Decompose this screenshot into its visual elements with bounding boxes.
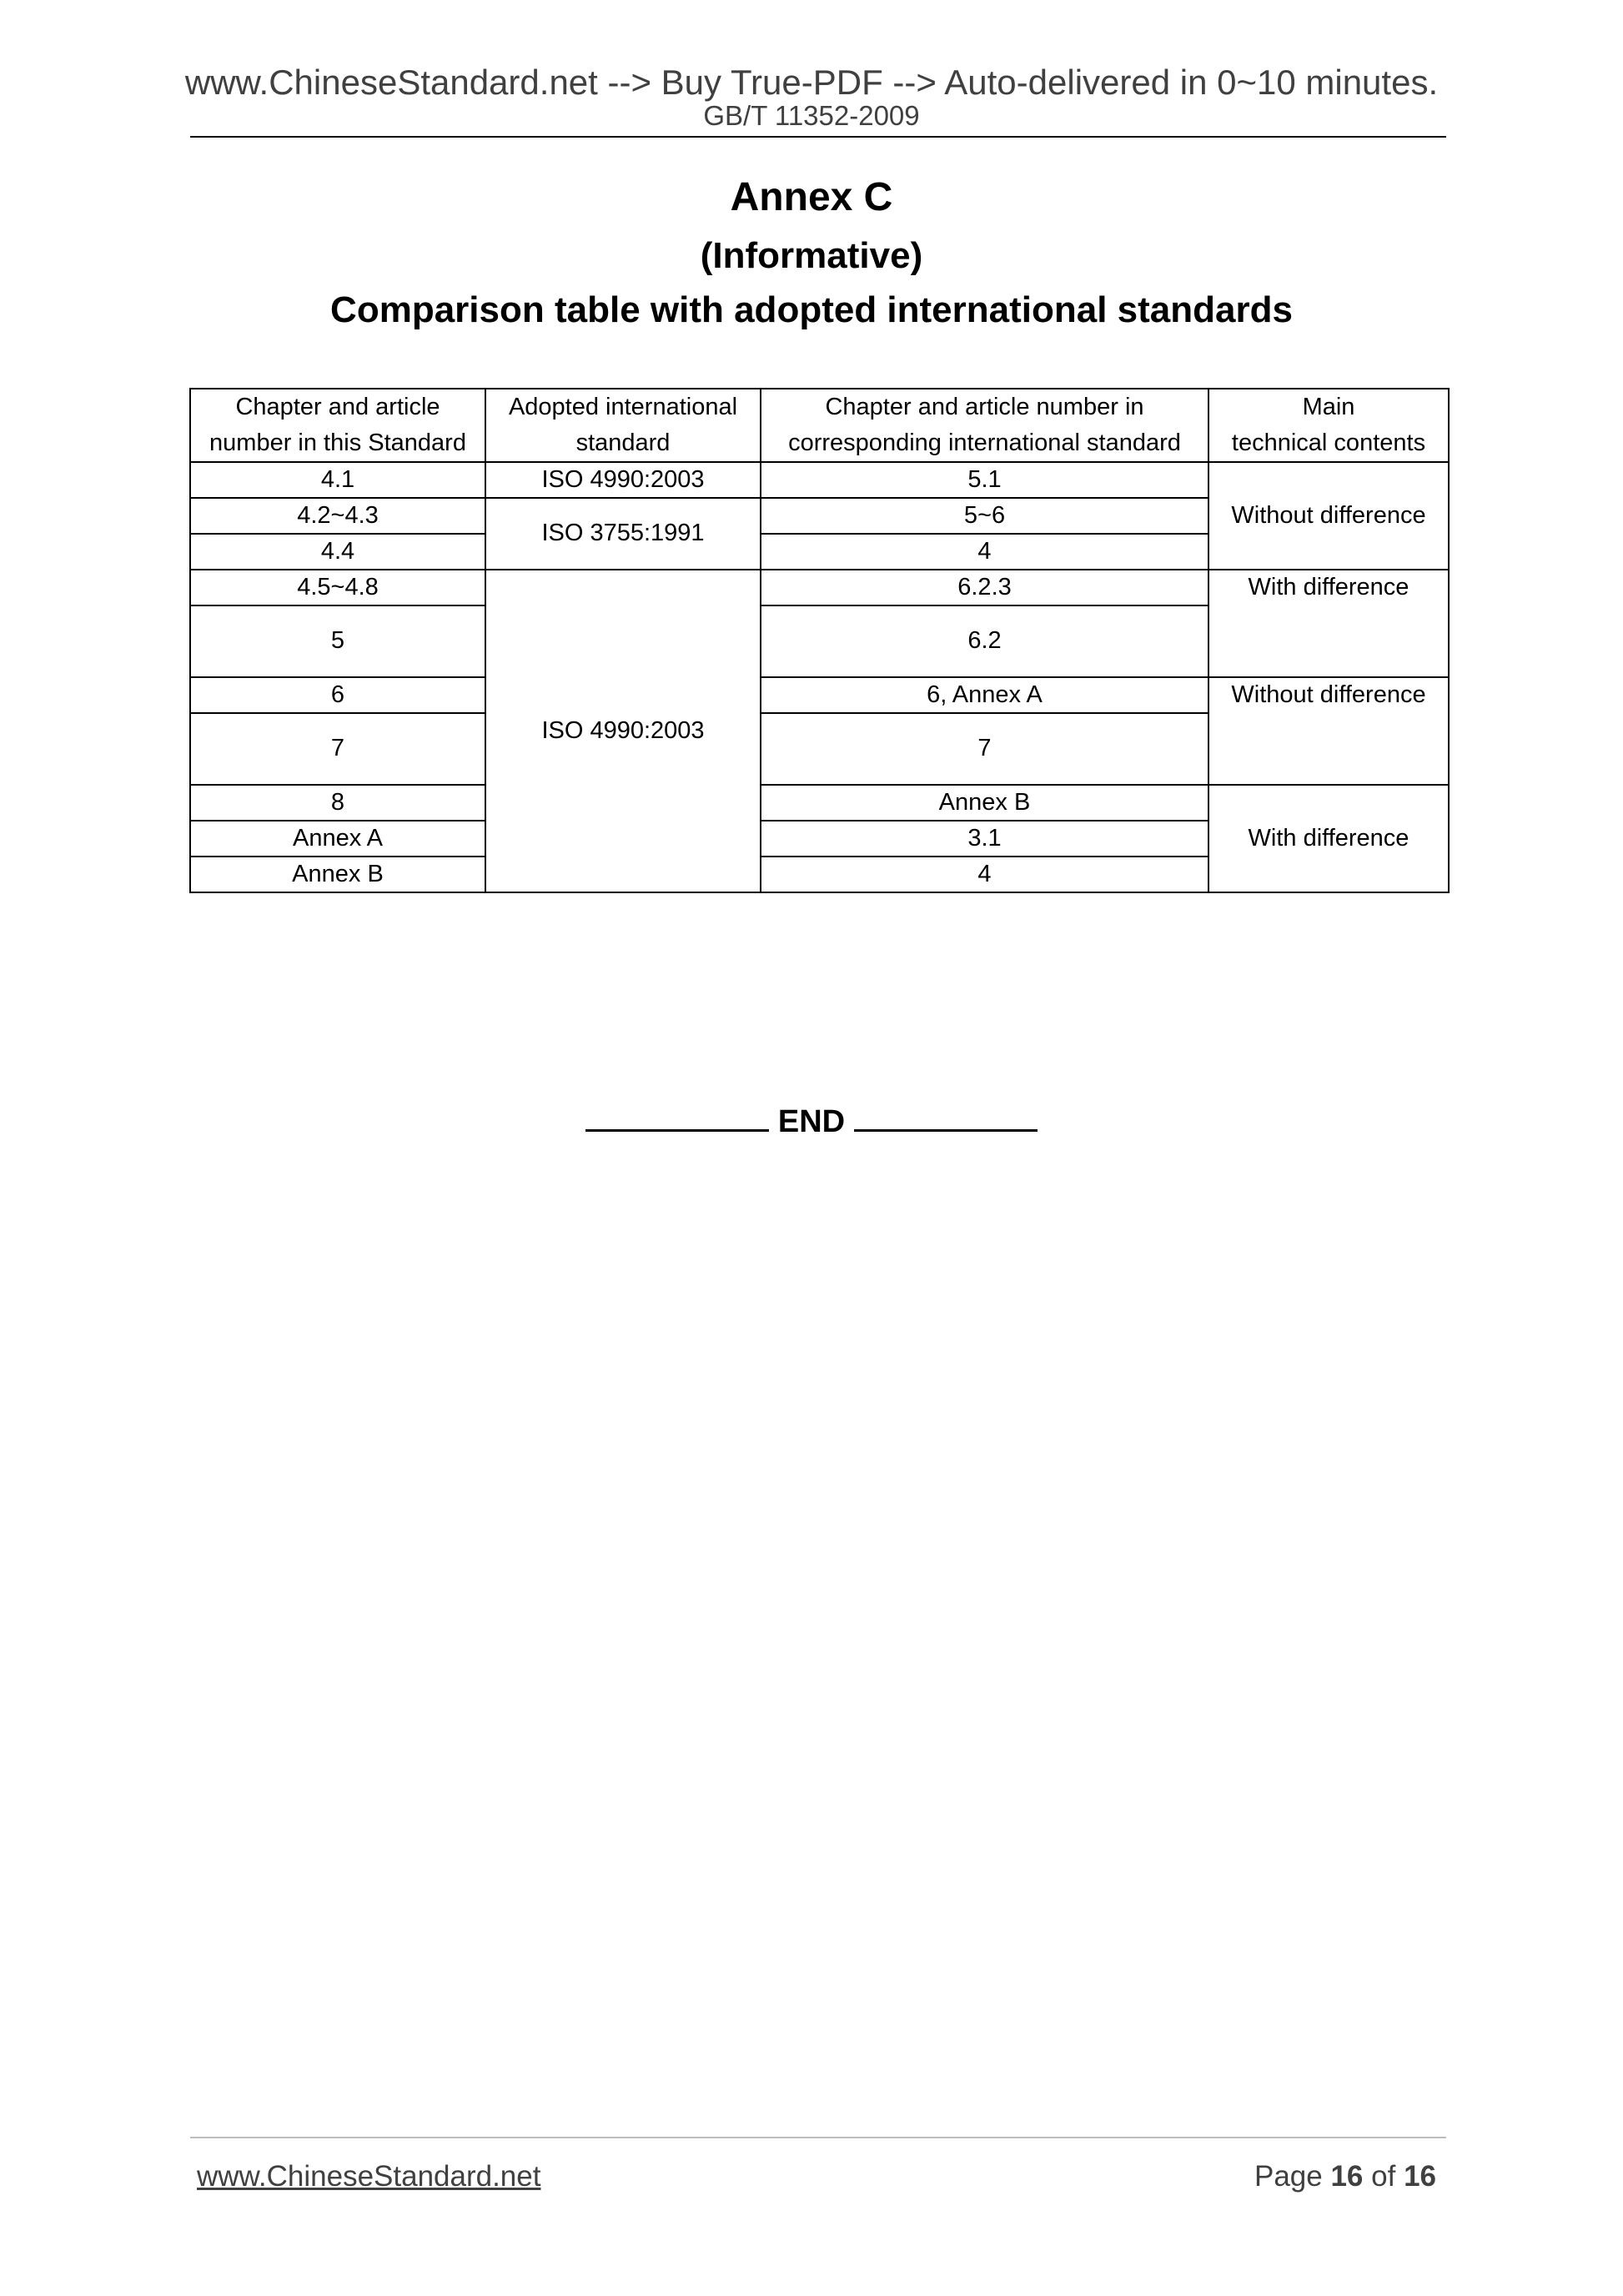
cell-chapter: 4.1 — [190, 462, 485, 498]
cell-adopted-standard: ISO 3755:1991 — [485, 498, 761, 570]
cell-intl-chapter: 4 — [761, 857, 1208, 892]
column-header-line: Chapter and article — [235, 394, 440, 420]
cell-chapter: Annex A — [190, 821, 485, 857]
end-rule-right — [854, 1102, 1038, 1132]
cell-intl-chapter: 6, Annex A — [761, 677, 1208, 713]
cell-chapter: 6 — [190, 677, 485, 713]
cell-intl-chapter: 4 — [761, 534, 1208, 570]
site-banner: www.ChineseStandard.net --> Buy True-PDF --> Auto-delivered in 0~10 minutes. — [184, 63, 1439, 102]
column-header-line: corresponding international standard — [788, 430, 1181, 456]
cell-chapter: 8 — [190, 785, 485, 821]
cell-chapter: 7 — [190, 713, 485, 785]
column-header-line: number in this Standard — [209, 430, 466, 456]
cell-technical-contents: With difference — [1208, 570, 1449, 677]
page-indicator — [1254, 2162, 1436, 2191]
cell-intl-chapter: 3.1 — [761, 821, 1208, 857]
table-row — [190, 785, 1449, 821]
page-prefix: Page — [1254, 2160, 1323, 2193]
document-code: GB/T 11352-2009 — [703, 100, 920, 131]
cell-chapter: 4.4 — [190, 534, 485, 570]
cell-chapter: 4.2~4.3 — [190, 498, 485, 534]
page-total: 16 — [1404, 2160, 1436, 2193]
page-current: 16 — [1330, 2160, 1364, 2193]
comparison-table — [189, 388, 1450, 893]
annex-type: (Informative) — [700, 235, 923, 276]
column-header-line: Main — [1302, 394, 1355, 420]
cell-intl-chapter: Annex B — [761, 785, 1208, 821]
cell-chapter: Annex B — [190, 857, 485, 892]
annex-subtitle: Comparison table with adopted international standards — [330, 289, 1293, 330]
column-header-technical-contents — [1208, 389, 1449, 462]
cell-intl-chapter: 6.2.3 — [761, 570, 1208, 605]
table-header-row — [190, 389, 1449, 462]
cell-intl-chapter: 5~6 — [761, 498, 1208, 534]
column-header-chapter — [190, 389, 485, 462]
column-header-intl-chapter — [761, 389, 1208, 462]
cell-chapter: 4.5~4.8 — [190, 570, 485, 605]
cell-adopted-standard: ISO 4990:2003 — [485, 570, 761, 892]
footer-site-link[interactable]: www.ChineseStandard.net — [197, 2160, 541, 2193]
column-header-adopted-standard — [485, 389, 761, 462]
column-header-line: Chapter and article number in — [825, 394, 1144, 420]
column-header-line: Adopted international — [508, 394, 738, 420]
table-row — [190, 462, 1449, 498]
cell-intl-chapter: 5.1 — [761, 462, 1208, 498]
cell-intl-chapter: 7 — [761, 713, 1208, 785]
annex-title: Annex C — [730, 175, 893, 219]
cell-technical-contents: Without difference — [1208, 677, 1449, 785]
end-rule-left — [585, 1102, 769, 1132]
cell-chapter: 5 — [190, 605, 485, 677]
header-divider — [190, 136, 1446, 138]
cell-intl-chapter: 6.2 — [761, 605, 1208, 677]
table-row — [190, 677, 1449, 713]
page-of: of — [1371, 2160, 1396, 2193]
end-text: END — [777, 1104, 846, 1139]
column-header-line: technical contents — [1231, 430, 1426, 456]
table-row — [190, 570, 1449, 605]
footer-divider — [190, 2137, 1446, 2138]
cell-technical-contents: With difference — [1208, 785, 1449, 892]
end-marker — [0, 1102, 1623, 1138]
cell-adopted-standard: ISO 4990:2003 — [485, 462, 761, 498]
column-header-line: standard — [575, 430, 671, 456]
cell-technical-contents: Without difference — [1208, 462, 1449, 570]
